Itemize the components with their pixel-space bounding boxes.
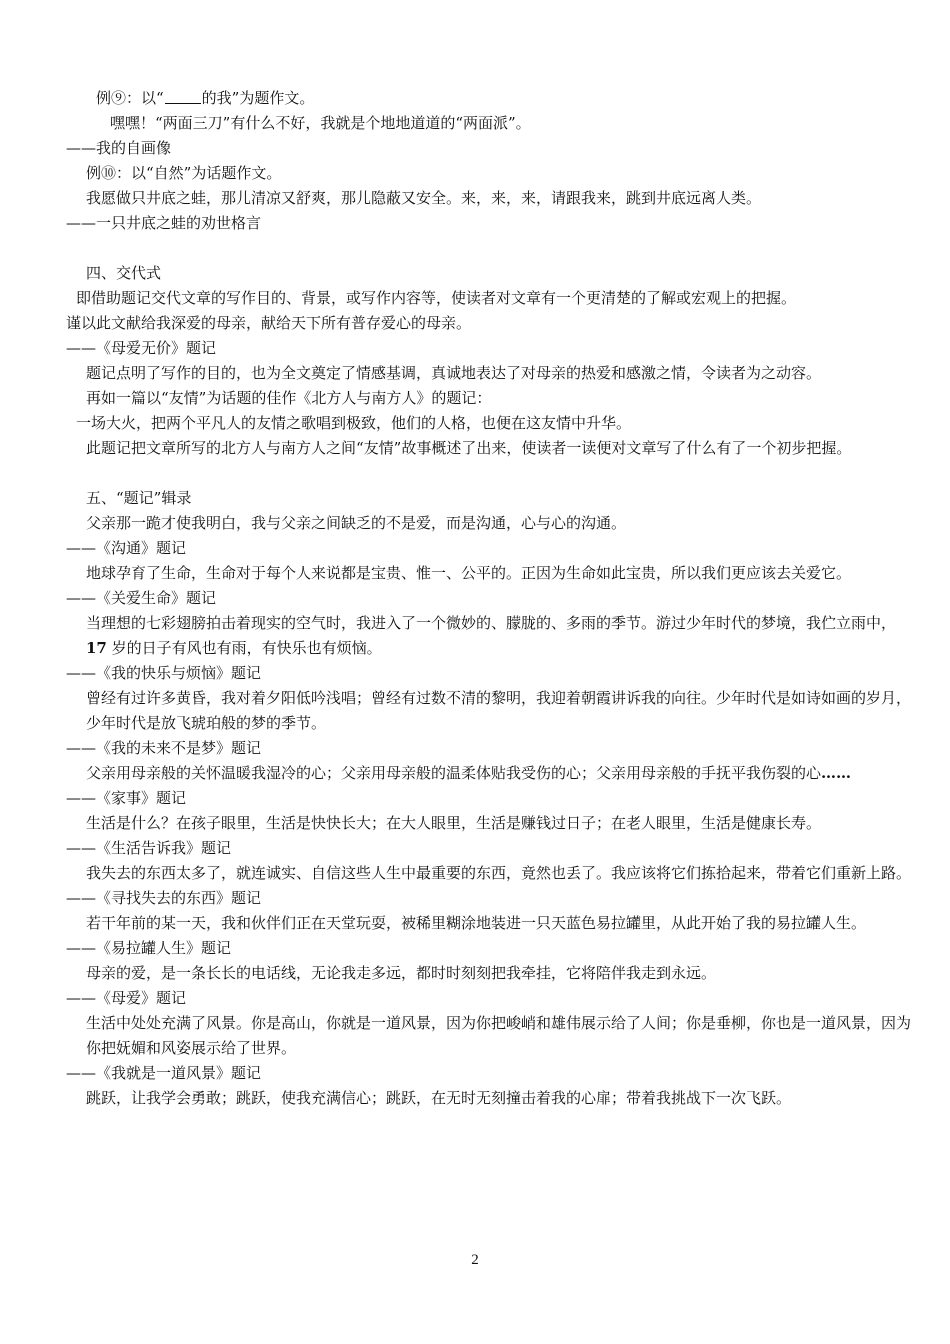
spacer [66,461,912,486]
inscription-quote: 曾经有过许多黄昏，我对着夕阳低吟浅唱；曾经有过数不清的黎明，我迎着朝霞讲诉我的向往。少年时代是如诗如画的岁月，少年时代是放飞琥珀般的梦的季节。 [86,689,912,732]
inscription-signature: ——《关爱生命》题记 [66,589,217,607]
spacer [66,236,912,261]
inscription-quote: 生活中处处充满了风景。你是高山，你就是一道风景，因为你把峻峭和雄伟展示给了人间；你是垂柳，你也是一道风景，因为你把妩媚和风姿展示给了世界。 [86,1014,912,1057]
example-9-signature: ——我的自画像 [66,139,172,157]
section-4-example-comment: 此题记把文章所写的北方人与南方人之间“友情”故事概述了出来，使读者一读便对文章写了什么有了一个初步把握。 [86,439,852,457]
inscription-quote: 我失去的东西太多了，就连诚实、自信这些人生中最重要的东西，竟然也丢了。我应该将它们拣拾起来，带着它们重新上路。 [86,864,912,882]
page-number: 2 [471,1252,479,1268]
inscription-signature: ——《易拉罐人生》题记 [66,939,232,957]
inscription-signature: ——《我的未来不是梦》题记 [66,739,262,757]
inscription-signature: ——《我的快乐与烦恼》题记 [66,664,262,682]
section-4-example-quote: 一场大火，把两个平凡人的友情之歌唱到极致，他们的人格，也便在这友情中升华。 [76,414,632,432]
inscription-signature: ——《我就是一道风景》题记 [66,1064,262,1082]
example-9-prefix: 例⑨：以“ [96,89,164,107]
inscription-age-number: 17 [86,639,107,657]
example-9-title [66,86,912,111]
section-4-intro: 即借助题记交代文章的写作目的、背景，或写作内容等，使读者对文章有一个更清楚的了解或宏观上的把握。 [76,289,797,307]
example-10-signature: ——一只井底之蛙的劝世格言 [66,214,262,232]
example-10-title: 例⑩：以“自然”为话题作文。 [86,164,282,182]
inscription-quote-part: 岁的日子有风也有雨，有快乐也有烦恼。 [106,639,382,657]
example-9-body: 嘿嘿！“两面三刀”有什么不好，我就是个地地道道的“两面派”。 [110,114,531,132]
inscription-signature: ——《沟通》题记 [66,539,187,557]
inscription-signature: ——《生活告诉我》题记 [66,839,232,857]
inscription-ellipsis: …… [821,764,852,782]
section-4-signature: ——《母爱无价》题记 [66,339,217,357]
section-4-heading: 四、交代式 [86,264,162,282]
inscription-signature: ——《母爱》题记 [66,989,187,1007]
inscription-quote: 母亲的爱，是一条长长的电话线，无论我走多远，都时时刻刻把我牵挂，它将陪伴我走到永远。 [86,964,717,982]
blank-underline [165,89,201,104]
example-9-suffix: 的我”为题作文。 [201,89,315,107]
inscription-quote [66,761,912,786]
inscription-quote: 若干年前的某一天，我和伙伴们正在天堂玩耍，被稀里糊涂地装进一只天蓝色易拉罐里，从此开始了我的易拉罐人生。 [86,914,867,932]
inscription-quote: 跳跃，让我学会勇敢；跳跃，使我充满信心；跳跃，在无时无刻撞击着我的心扉；带着我挑战下一次飞跃。 [86,1089,792,1107]
inscription-quote: 父亲那一跪才使我明白，我与父亲之间缺乏的不是爱，而是沟通，心与心的沟通。 [86,514,627,532]
inscription-quote: 地球孕育了生命，生命对于每个人来说都是宝贵、惟一、公平的。正因为生命如此宝贵，所以我们更应该去关爱它。 [86,564,852,582]
document-body [66,86,912,1111]
section-4-example-intro: 再如一篇以“友情”为话题的佳作《北方人与南方人》的题记： [86,389,492,407]
section-5-heading: 五、“题记”辑录 [86,489,192,507]
example-10-body: 我愿做只井底之蛙，那儿清凉又舒爽，那儿隐蔽又安全。来，来，来，请跟我来，跳到井底远离人类。 [86,189,762,207]
section-4-comment: 题记点明了写作的目的，也为全文奠定了情感基调，真诚地表达了对母亲的热爱和感激之情，令读者为之动容。 [86,364,822,382]
inscription-quote [66,611,912,661]
inscription-quote: 生活是什么？在孩子眼里，生活是快快长大；在大人眼里，生活是赚钱过日子；在老人眼里，生活是健康长寿。 [86,814,822,832]
inscription-quote-part: 当理想的七彩翅膀拍击着现实的空气时，我进入了一个微妙的、朦胧的、多雨的季节。游过少年时代的梦境，我伫立雨中， [86,614,897,632]
inscription-quote-part: 父亲用母亲般的关怀温暖我湿冷的心；父亲用母亲般的温柔体贴我受伤的心；父亲用母亲般的手抚平我伤裂的心 [86,764,822,782]
section-4-quote: 谨以此文献给我深爱的母亲，献给天下所有普存爱心的母亲。 [66,314,472,332]
inscription-signature: ——《寻找失去的东西》题记 [66,889,262,907]
inscription-signature: ——《家事》题记 [66,789,187,807]
